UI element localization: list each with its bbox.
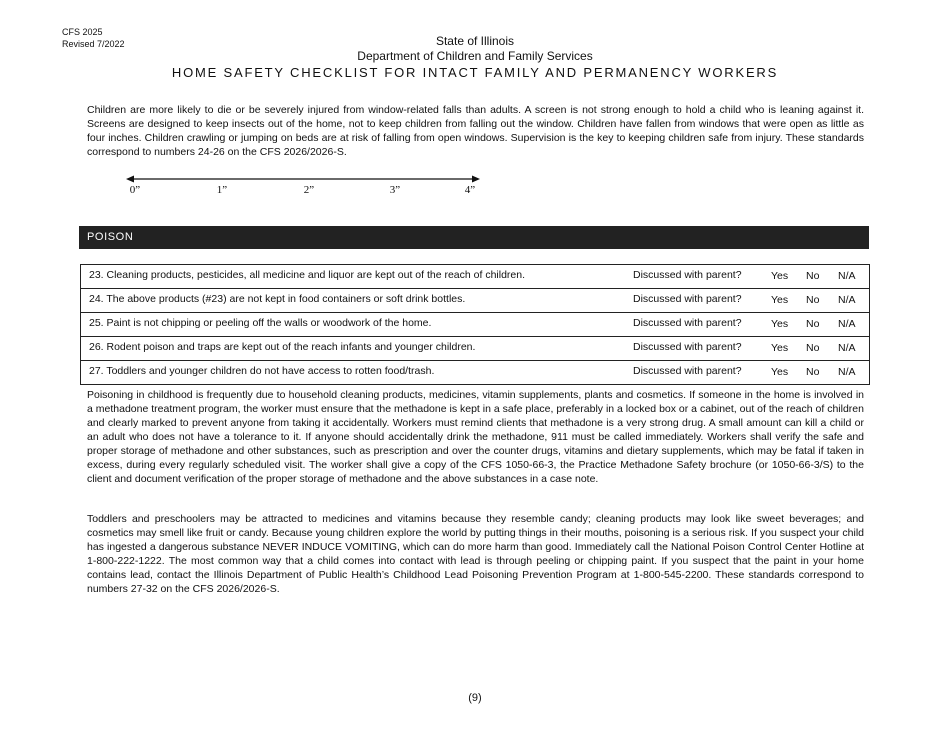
checklist-item-text: 23. Cleaning products, pesticides, all medicine and liquor are kept out of the reach of children. <box>89 269 526 281</box>
checklist-row <box>81 337 869 361</box>
na-option[interactable]: N/A <box>838 294 856 306</box>
ruler-tick-0: 0” <box>129 184 141 196</box>
form-number: CFS 2025 <box>62 27 103 37</box>
section-header-poison: POISON <box>79 226 869 249</box>
yes-option[interactable]: Yes <box>771 294 789 306</box>
ruler-tick-3: 3” <box>389 184 401 196</box>
inch-ruler <box>126 172 480 198</box>
checklist-item-text: 26. Rodent poison and traps are kept out of the reach infants and younger children. <box>89 341 476 353</box>
checklist-item-text: 24. The above products (#23) are not kept in food containers or soft drink bottles. <box>89 293 466 305</box>
discussed-with-parent-label: Discussed with parent? <box>633 341 742 353</box>
discussed-with-parent-label: Discussed with parent? <box>633 269 742 281</box>
document-header <box>0 34 950 82</box>
checklist-item-text: 25. Paint is not chipping or peeling off the walls or woodwork of the home. <box>89 317 432 329</box>
no-option[interactable]: No <box>806 366 820 378</box>
header-state: State of Illinois <box>435 34 515 48</box>
no-option[interactable]: No <box>806 342 820 354</box>
discussed-with-parent-label: Discussed with parent? <box>633 365 742 377</box>
discussed-with-parent-label: Discussed with parent? <box>633 317 742 329</box>
na-option[interactable]: N/A <box>838 270 856 282</box>
discussed-with-parent-label: Discussed with parent? <box>633 293 742 305</box>
ruler-tick-4: 4” <box>464 184 476 196</box>
checklist-item-text: 27. Toddlers and younger children do not have access to rotten food/trash. <box>89 365 435 377</box>
checklist-row <box>81 313 869 337</box>
header-department: Department of Children and Family Services <box>357 49 593 63</box>
no-option[interactable]: No <box>806 270 820 282</box>
na-option[interactable]: N/A <box>838 366 856 378</box>
checklist-row <box>81 289 869 313</box>
checklist-row <box>81 361 869 384</box>
ruler-tick-2: 2” <box>303 184 315 196</box>
form-revised-date: Revised 7/2022 <box>62 39 125 49</box>
toddlers-paragraph: Toddlers and preschoolers may be attracted to medicines and vitamins because they resemble candy; cleaning products may look like sweet beverages; and cosmetics may smell like fruit or candy. Because young children explore the world by putting things in their mouths, poisoning is a serious risk. If you suspect your child has ingested a dangerous substance NEVER INDUCE VOMITING, which can do more harm than good. Immediately call the National Poison Control Center Hotline at 1-800-222-1222. The most common way that a child comes into contact with lead is through peeling or chipping paint. If you suspect that the paint in your home contains lead, contact the Illinois Department of Public Health’s Childhood Lead Poisoning Prevention Program at 1-800-545-2200. These standards correspond to numbers 27-32 on the CFS 2026/2026-S. <box>87 513 864 595</box>
methadone-paragraph: Poisoning in childhood is frequently due to household cleaning products, medicines, vitamin supplements, plants and cosmetics. If someone in the home is involved in a methadone treatment program, the worker must ensure that the methadone is kept in a safe place, preferably in a locked box or a cabinet, out of the reach of children and clearly marked to prevent anyone from taking it accidentally. Workers must remind clients that methadone is a very strong drug. A small amount can kill a child or an adult who does not have a tolerance to it. If anyone should accidentally drink the methadone, 911 must be called immediately. Workers shall verify the safe and proper storage of methadone and other substances, such as prescription and over the counter drugs, vitamins and dietary supplements, which may be fatal if taken in excess, during every regularly scheduled visit. The worker shall give a copy of the CFS 1050-66-3, the Practice Methadone Safety brochure (or 1050-66-3/S) to the client and document verification of the proper storage of methadone and the above substances in a case note. <box>87 389 864 485</box>
no-option[interactable]: No <box>806 294 820 306</box>
yes-option[interactable]: Yes <box>771 342 789 354</box>
poison-checklist <box>80 264 870 385</box>
na-option[interactable]: N/A <box>838 342 856 354</box>
yes-option[interactable]: Yes <box>771 270 789 282</box>
page-title: HOME SAFETY CHECKLIST FOR INTACT FAMILY AND PERMANENCY WORKERS <box>171 65 779 80</box>
yes-option[interactable]: Yes <box>771 318 789 330</box>
intro-paragraph: Children are more likely to die or be severely injured from window-related falls than adults. A screen is not strong enough to hold a child who is leaning against it. Screens are designed to keep insects out of the home, not to keep children from falling out the window. Children have fallen from windows that were open as little as four inches. Children crawling or jumping on beds are at risk of falling from open windows. Supervision is the key to keeping children safe from injury. These standards correspond to numbers 24-26 on the CFS 2026/2026-S. <box>87 104 864 158</box>
na-option[interactable]: N/A <box>838 318 856 330</box>
ruler-tick-1: 1” <box>216 184 228 196</box>
checklist-row <box>81 265 869 289</box>
yes-option[interactable]: Yes <box>771 366 789 378</box>
no-option[interactable]: No <box>806 318 820 330</box>
page-number: (9) <box>468 692 482 704</box>
